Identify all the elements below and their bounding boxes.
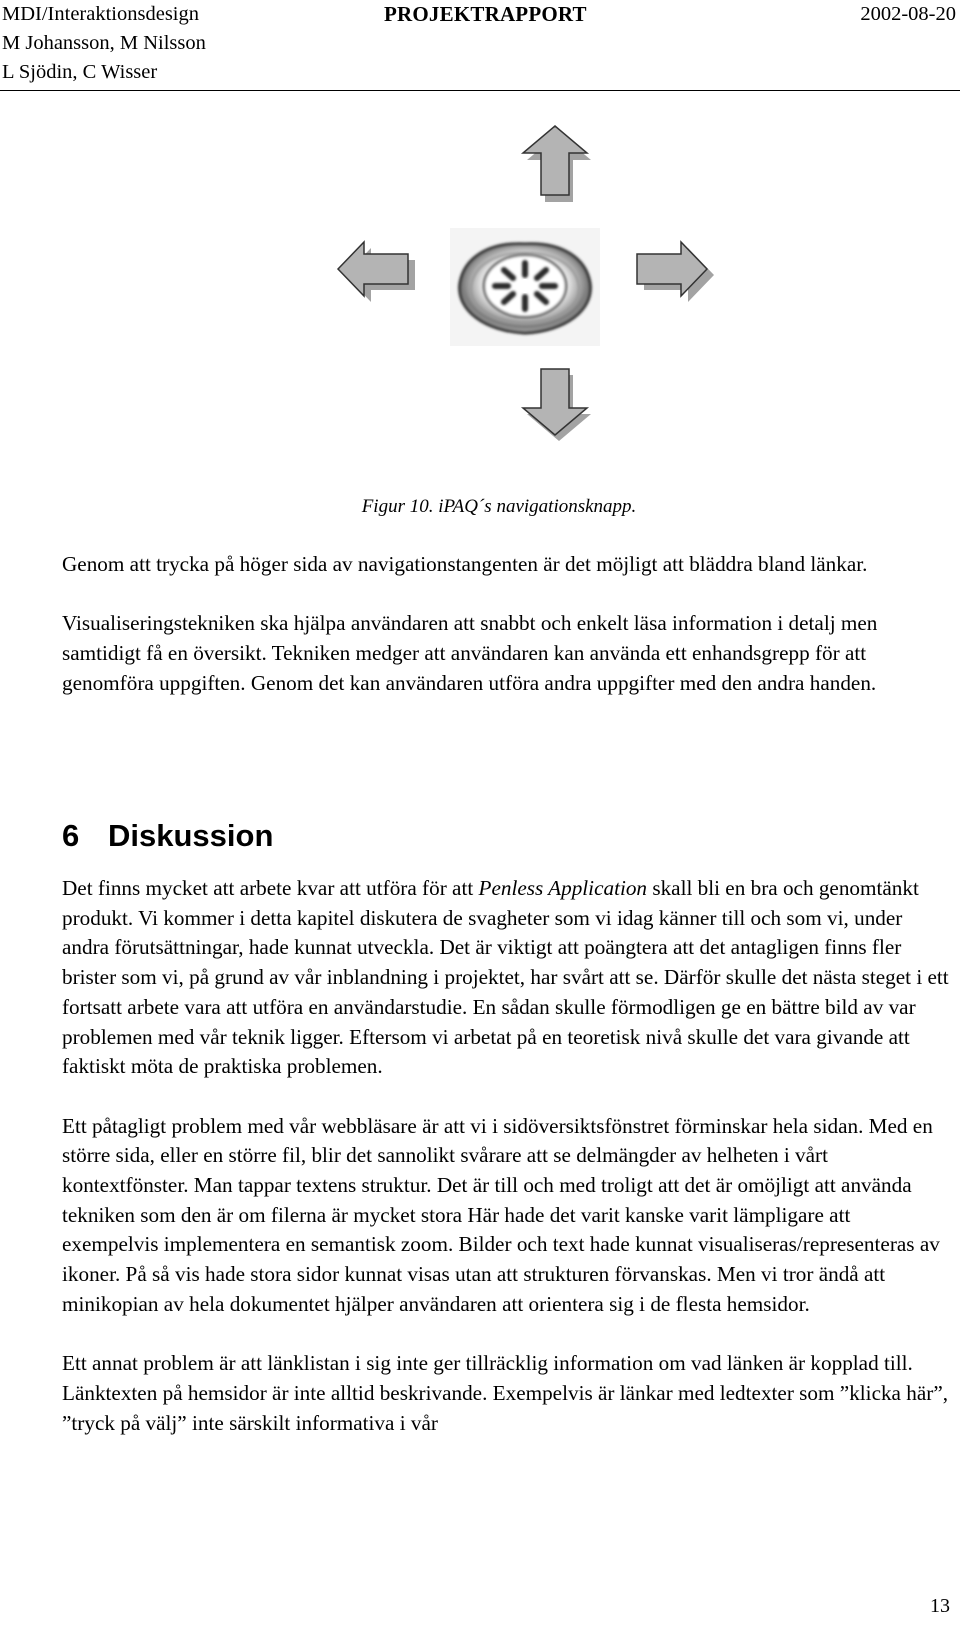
paragraph: Ett annat problem är att länklistan i sig inte ger tillräcklig information om vad länken är kopplad till. Länktexten på hemsidor är inte alltid beskrivande. Exempelvis är länkar med ledtexter som ”klicka här”, ”tryck på välj” inte särskilt informativa i vår xyxy=(62,1351,949,1435)
paragraph-text: skall bli en bra och genomtänkt produkt. Vi kommer i detta kapitel diskutera de svagheter som vi idag känner till och som vi, under andra förutsättningar, hade kunnat utveckla. Det är viktigt att poängtera att det antagligen finns fler brister som vi, på grund av vår inblandning i projektet, har svårt att se. Därför skulle det nästa steget i ett fortsatt arbete vara att utföra en användarstudie. En sådan skulle förmodligen ge en bättre bild av var problemen med vår teknik ligger. Eftersom vi arbetat på en teoretisk nivå skulle det vara givande att faktiskt möta de praktiska problemen. xyxy=(62,876,949,1079)
arrow-left-icon xyxy=(338,242,415,302)
paragraph: Ett påtagligt problem med vår webbläsare är att vi i sidöversiktsfönstret förminskar hela sidan. Med en större sida, eller en större fil, blir det sannolikt svårare att se delmängder av helheten i vårt kontextfönster. Man tappar textens struktur. Det är till och med troligt att det är omöjligt att använda tekniken som den är om filerna är mycket stora Här hade det varit kanske varit lämpligare att exempelvis implementera en semantisk zoom. Bilder och text hade kunnat visualiseras/representeras av ikoner. På så vis hade stora sidor kunnat visas utan att strukturen förvanskas. Men vi tror ändå att minikopian av hela dokumentet hjälper användaren att orientera sig i de flesta hemsidor. xyxy=(62,1113,940,1316)
body-upper xyxy=(62,550,952,699)
paragraph: Visualiseringstekniken ska hjälpa användaren att snabbt och enkelt läsa information i detalj men samtidigt få en översikt. Tekniken medger att användaren kan använda ett enhandsgrepp för att genomföra uppgiften. Genom det kan användaren utföra andra uppgifter med den andra handen. xyxy=(62,611,878,695)
header-authors-line2: L Sjödin, C Wisser xyxy=(2,61,158,83)
page-header xyxy=(0,0,960,91)
header-date: 2002-08-20 xyxy=(860,3,956,25)
arrow-up-icon xyxy=(523,126,591,202)
navigation-button-icon xyxy=(450,228,600,346)
arrow-down-icon xyxy=(523,369,591,441)
figure-navigation-button xyxy=(0,120,960,490)
figure-caption: Figur 10. iPAQ´s navigationsknapp. xyxy=(361,496,637,517)
paragraph: Genom att trycka på höger sida av navigationstangenten är det möjligt att bläddra bland länkar. xyxy=(62,552,868,576)
section-title: Diskussion xyxy=(108,818,274,853)
paragraph xyxy=(62,874,952,1082)
header-title: PROJEKTRAPPORT xyxy=(384,2,587,26)
section-heading xyxy=(62,818,273,854)
header-left xyxy=(2,0,206,87)
paragraph-text: Det finns mycket att arbete kvar att utföra för att xyxy=(62,876,479,900)
header-course: MDI/Interaktionsdesign xyxy=(2,3,199,25)
body-lower xyxy=(62,874,952,1438)
section-number: 6 xyxy=(62,818,80,853)
emphasis-text: Penless Application xyxy=(478,876,648,900)
header-authors-line1: M Johansson, M Nilsson xyxy=(2,32,206,54)
arrow-right-icon xyxy=(637,242,714,302)
page-number: 13 xyxy=(930,1595,950,1617)
